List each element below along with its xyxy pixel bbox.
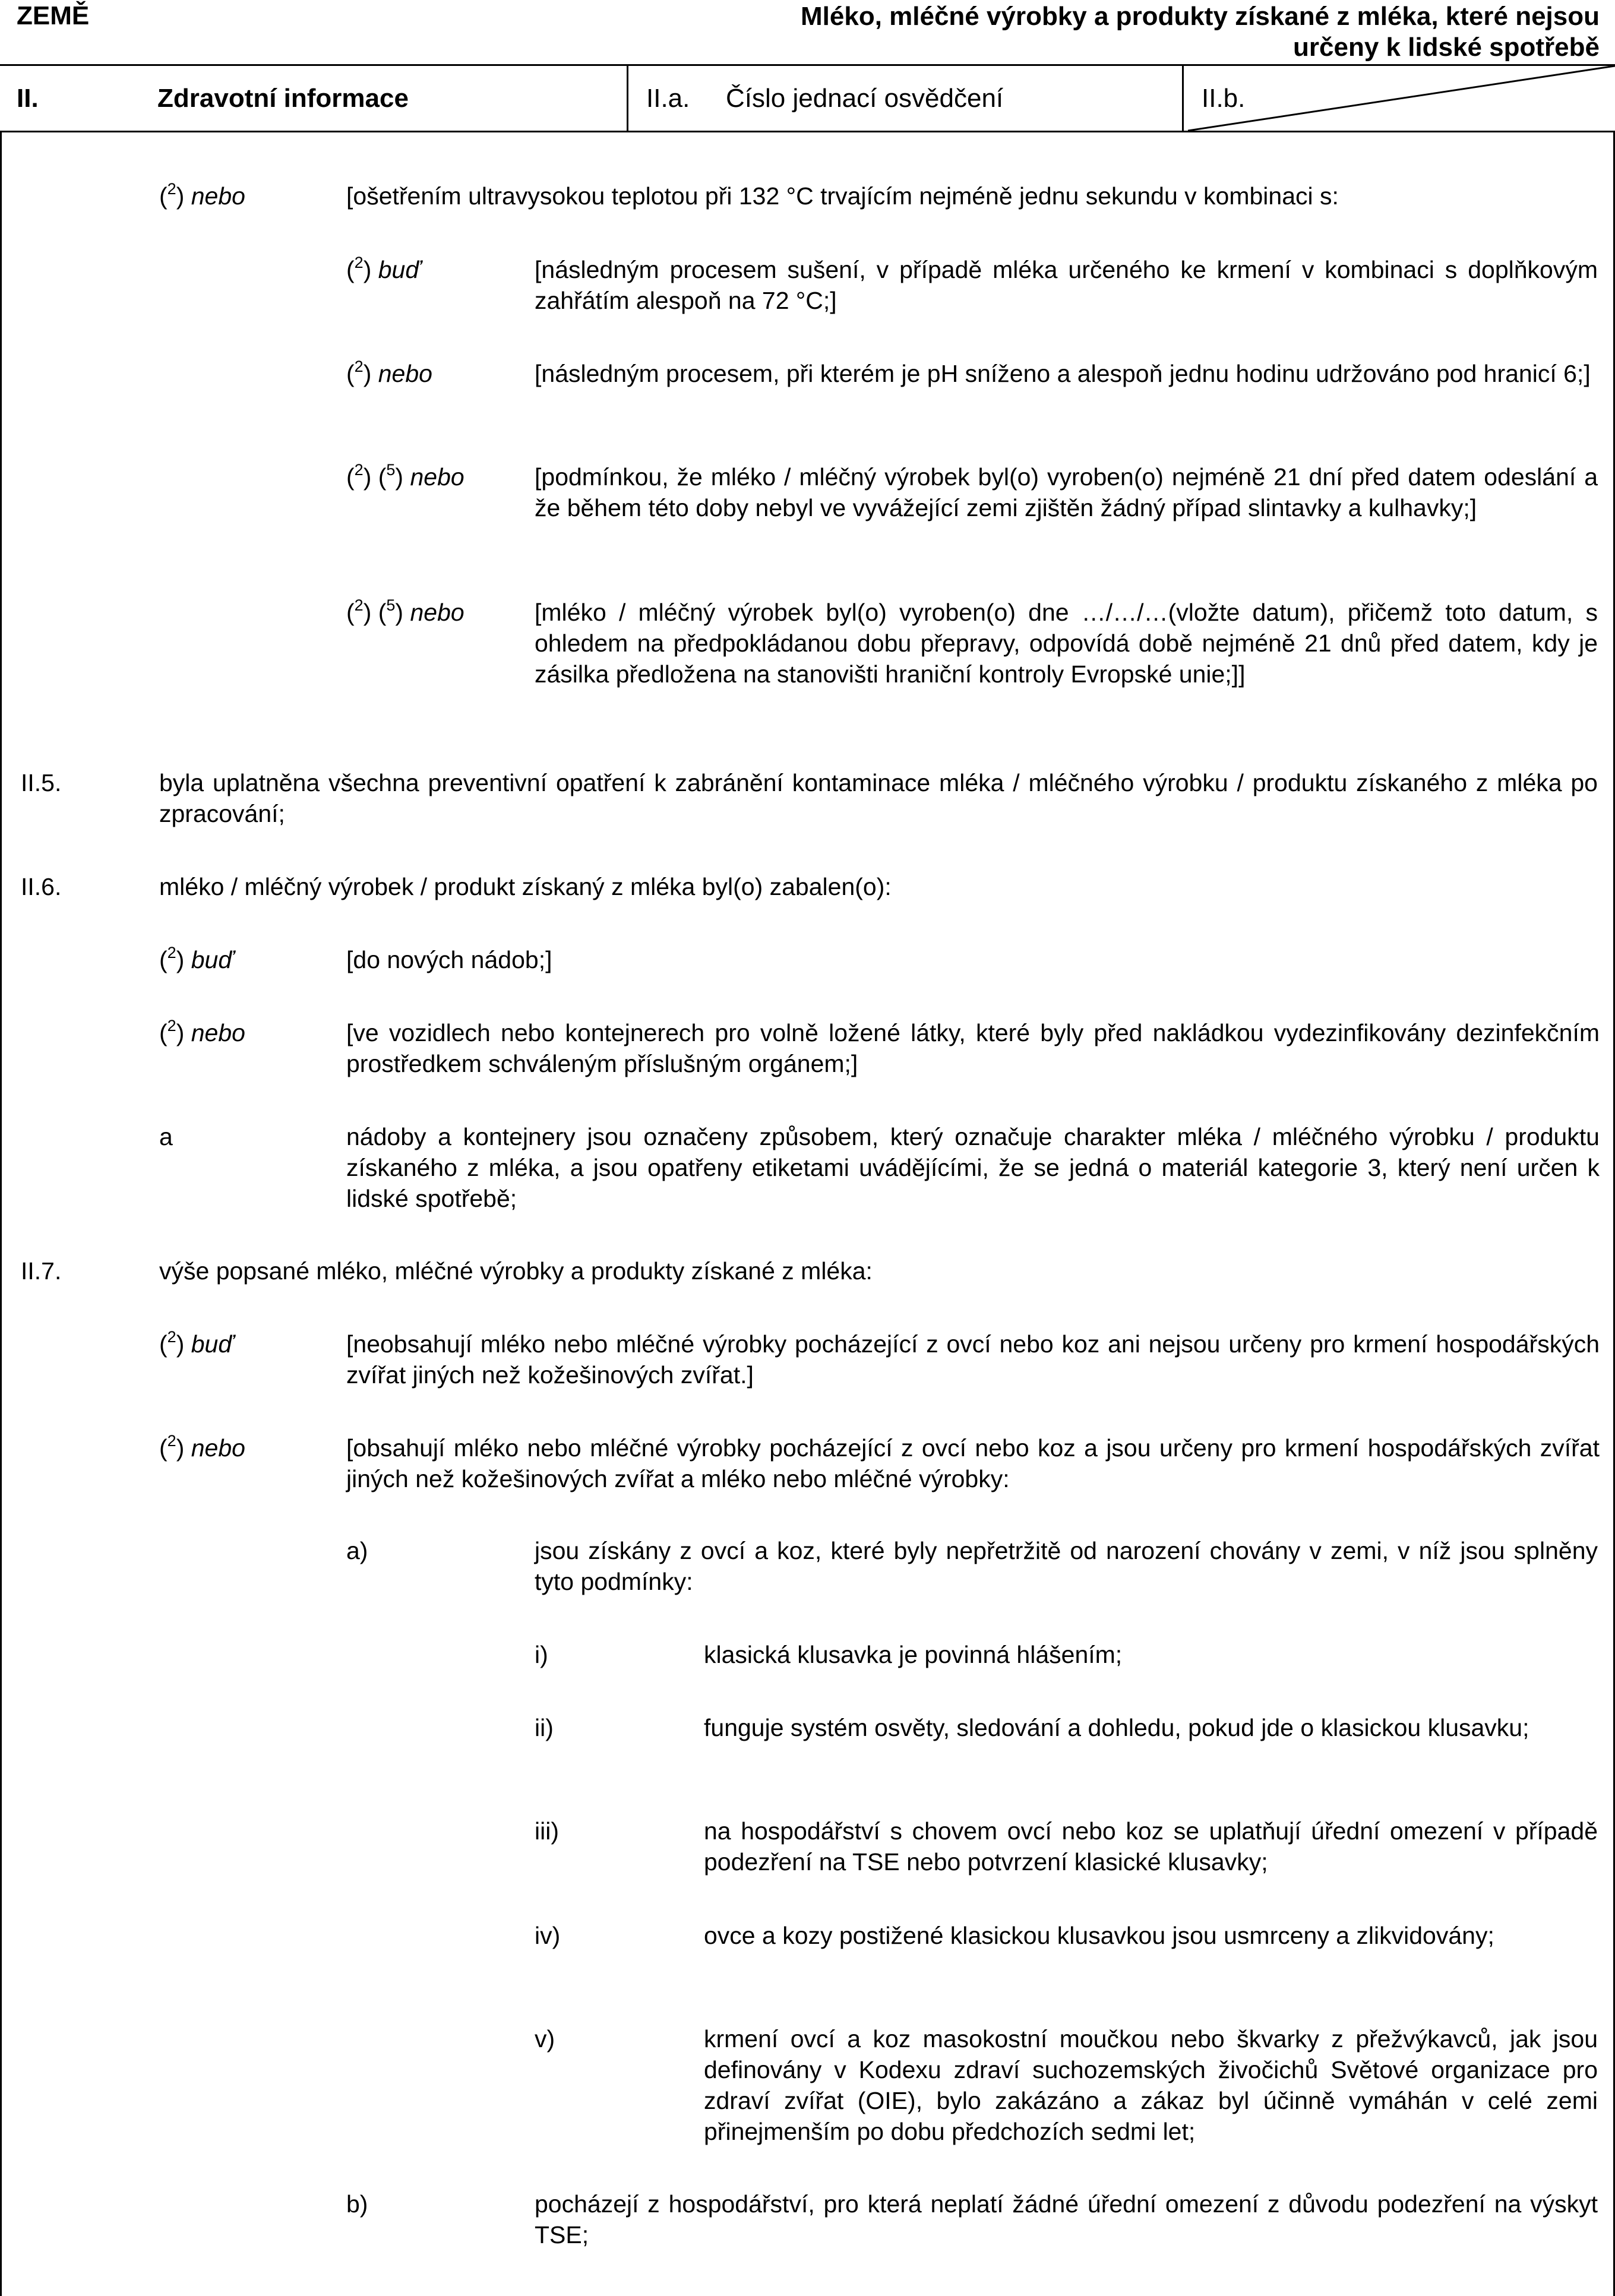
drying-process-text: [následným procesem sušení, v případě mléka určeného ke krmení v kombinaci s doplňkovým zahřátím alespoň na 72 °C;]	[535, 256, 1598, 314]
footnote-option-label: ($^2$) nebo	[159, 1432, 245, 1462]
clause-number: II.7.	[21, 1257, 62, 1285]
condition-item-text: ovce a kozy postižené klasickou klusavkou jsou usmrceny a zlikvidovány;	[704, 1922, 1494, 1949]
section-title: Zdravotní informace	[157, 83, 409, 113]
list-label: a	[159, 1123, 173, 1150]
ref-number-label: II.a.	[646, 83, 690, 113]
clause-number: II.5.	[21, 769, 62, 796]
header-divider	[627, 66, 628, 131]
ph-process-text: [následným procesem, při kterém je pH sníženo a alespoň jednu hodinu udržováno pod hranicí 6;]	[535, 360, 1591, 387]
packaging-option-text: [do nových nádob;]	[346, 946, 552, 973]
footnote-option-label: ($^2$) ($^5$) nebo	[346, 461, 464, 491]
condition-item-text: funguje systém osvěty, sledování a dohledu, pokud jde o klasickou klusavku;	[704, 1714, 1529, 1741]
list-label: v)	[535, 2025, 555, 2053]
diagonal-line	[1188, 66, 1615, 131]
container-marking-text: nádoby a kontejnery jsou označeny způsobem, který označuje charakter mléka / mléčného výrobku / produktu získaného z mléka, a jsou opatřeny etiketami uvádějícími, že se jedná o materiál kategorie 3, který není určen k lidské spotřebě;	[346, 1123, 1600, 1212]
sheep-goat-option-text: [obsahují mléko nebo mléčné výrobky pocházející z ovcí nebo koz a jsou určeny pro krmení hospodářských zvířat jiných než kožešinových zvířat a mléko nebo mléčné výrobky:	[346, 1434, 1600, 1492]
farm-origin-text: pocházejí z hospodářství, pro která neplatí žádné úřední omezení z důvodu podezření na výskyt TSE;	[535, 2190, 1598, 2248]
footnote-option-label: ($^2$) nebo	[159, 1017, 245, 1046]
list-label: iii)	[535, 1817, 559, 1845]
list-label: i)	[535, 1641, 548, 1668]
ref-number-text: Číslo jednací osvědčení	[726, 83, 1004, 113]
fmd-condition-text: [podmínkou, že mléko / mléčný výrobek byl(o) vyroben(o) nejméně 21 dní před datem odeslání a že během této doby nebyl ve vyvážející zemi zjištěn žádný případ slintavky a kulhavky;]	[535, 463, 1598, 521]
condition-item-text: na hospodářství s chovem ovcí nebo koz se uplatňují úřední omezení v případě podezření na TSE nebo potvrzení klasické klusavky;	[704, 1817, 1598, 1876]
list-label: a)	[346, 1537, 368, 1564]
footnote-option-label: ($^2$) nebo	[159, 180, 245, 210]
clause-text: mléko / mléčný výrobek / produkt získaný z mléka byl(o) zabalen(o):	[159, 873, 892, 900]
sheep-goat-option-text: [neobsahují mléko nebo mléčné výrobky pocházející z ovcí nebo koz ani nejsou určeny pro krmení hospodářských zvířat jiných než kožešinových zvířat.]	[346, 1330, 1600, 1389]
condition-item-text: krmení ovcí a koz masokostní moučkou nebo škvarky z přežvýkavců, jak jsou definovány v Kodexu zdraví suchozemských živočichů Světové organizace pro zdraví zvířat (OIE), bylo zakázáno a zákaz byl účinně vymáhán v celé zemi přinejmenším po dobu předchozích sedmi let;	[704, 2025, 1598, 2145]
page-border-left	[0, 131, 2, 2296]
condition-item-text: klasická klusavka je povinná hlášením;	[704, 1641, 1123, 1668]
list-label: iv)	[535, 1922, 561, 1949]
clause-text: byla uplatněna všechna preventivní opatření k zabránění kontaminace mléka / mléčného výrobku / produktu získaného z mléka po zpracování;	[159, 769, 1598, 827]
section-number: II.	[17, 83, 39, 113]
country-label: ZEMĚ	[17, 1, 90, 30]
uht-treatment-text: [ošetřením ultravysokou teplotou při 132 °C trvajícím nejméně jednu sekundu v kombinaci s:	[346, 182, 1339, 210]
list-label: b)	[346, 2190, 368, 2218]
certificate-title: Mléko, mléčné výrobky a produkty získané z mléka, které nejsou určeny k lidské spotřebě	[801, 2, 1600, 62]
footnote-option-label: ($^2$) buď	[346, 254, 421, 283]
production-date-text: [mléko / mléčný výrobek byl(o) vyroben(o) dne …/…/…(vložte datum), přičemž toto datum, s ohledem na předpokládanou dobu přepravy, odpovídá době nejméně 21 dnů před datem, kdy je zásilka předložena na stanovišti hraniční kontroly Evropské unie;]]	[535, 599, 1598, 688]
header-divider	[1182, 66, 1184, 131]
packaging-option-text: [ve vozidlech nebo kontejnerech pro volně ložené látky, které byly před nakládkou vydezinfikovány dezinfekčním prostředkem schváleným příslušným orgánem;]	[346, 1019, 1600, 1077]
iib-label: II.b.	[1202, 83, 1246, 113]
footnote-option-label: ($^2$) ($^5$) nebo	[346, 596, 464, 626]
clause-number: II.6.	[21, 873, 62, 900]
section-header-row	[0, 64, 1615, 132]
footnote-option-label: ($^2$) nebo	[346, 358, 432, 387]
clause-text: výše popsané mléko, mléčné výrobky a produkty získané z mléka:	[159, 1257, 873, 1285]
footnote-option-label: ($^2$) buď	[159, 944, 233, 973]
list-label: ii)	[535, 1714, 554, 1741]
footnote-option-label: ($^2$) buď	[159, 1328, 233, 1358]
origin-condition-text: jsou získány z ovcí a koz, které byly nepřetržitě od narození chovány v zemi, v níž jsou splněny tyto podmínky:	[535, 1537, 1598, 1595]
